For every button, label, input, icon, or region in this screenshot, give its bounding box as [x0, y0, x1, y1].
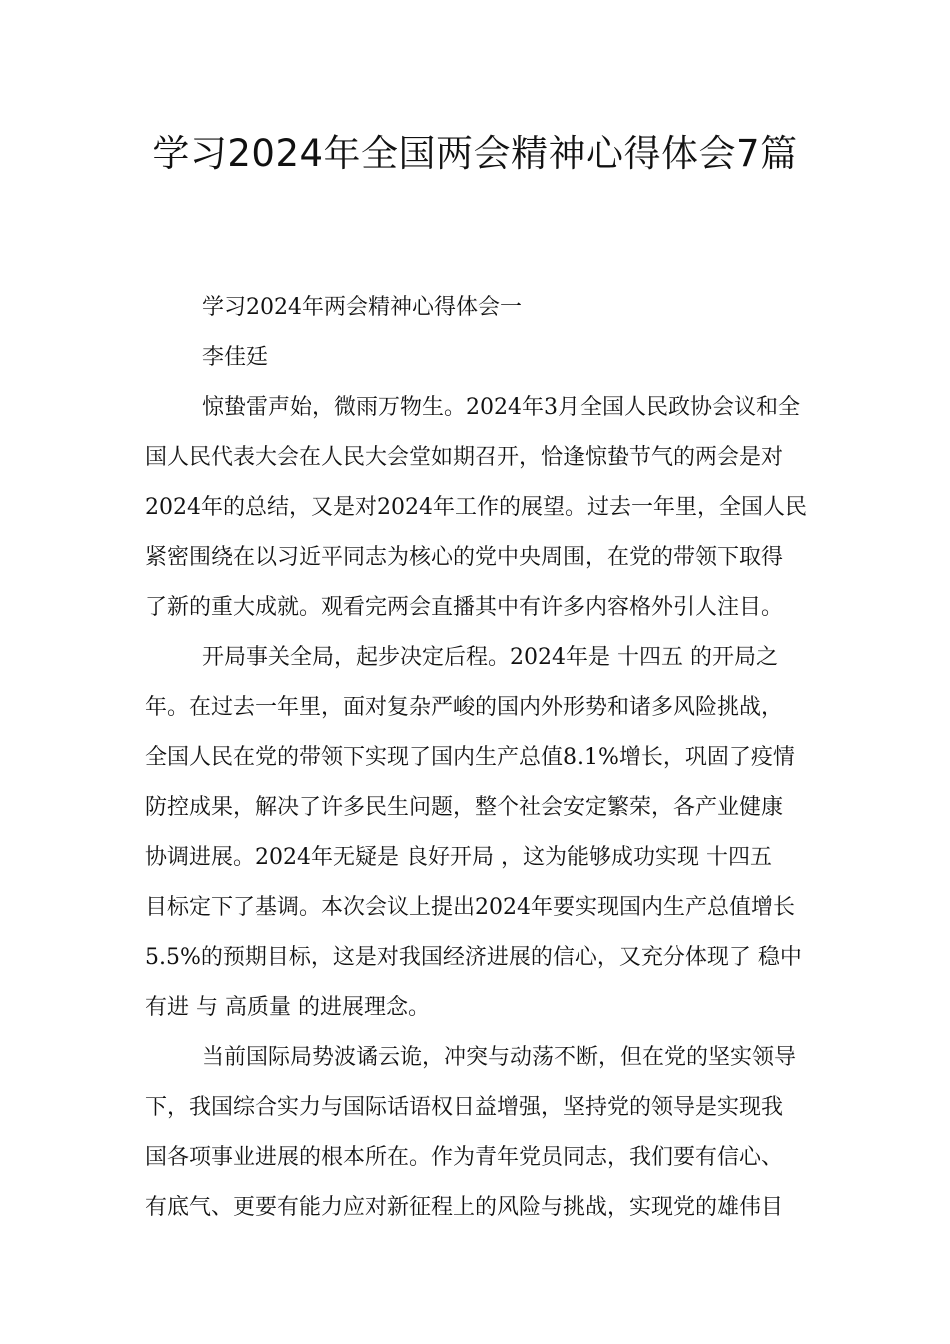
paragraph-line: 有底气、更要有能力应对新征程上的风险与挑战，实现党的雄伟目	[145, 1195, 784, 1220]
paragraph-line: 当前国际局势波谲云诡，冲突与动荡不断，但在党的坚实领导	[202, 1045, 797, 1070]
paragraph-line: 协调进展。2024年无疑是 良好开局 ，这为能够成功实现 十四五	[145, 845, 772, 870]
paragraph-line: 国各项事业进展的根本所在。作为青年党员同志，我们要有信心、	[145, 1145, 784, 1170]
paragraph-line: 惊蛰雷声始，微雨万物生。2024年3月全国人民政协会议和全	[202, 395, 800, 420]
paragraph-line: 目标定下了基调。本次会议上提出2024年要实现国内生产总值增长	[145, 895, 795, 920]
paragraph-line: 2024年的总结，又是对2024年工作的展望。过去一年里，全国人民	[145, 495, 807, 520]
paragraph-line: 下，我国综合实力与国际话语权日益增强，坚持党的领导是实现我	[145, 1095, 784, 1120]
paragraph-line: 紧密围绕在以习近平同志为核心的党中央周围，在党的带领下取得	[145, 545, 784, 570]
document-title: 学习2024年全国两会精神心得体会7篇	[152, 132, 798, 175]
paragraph-line: 防控成果，解决了许多民生问题，整个社会安定繁荣，各产业健康	[145, 795, 784, 820]
section-subtitle: 学习2024年两会精神心得体会一	[202, 295, 522, 320]
paragraph-line: 了新的重大成就。观看完两会直播其中有许多内容格外引人注目。	[145, 595, 784, 620]
paragraph-line: 国人民代表大会在人民大会堂如期召开，恰逢惊蛰节气的两会是对	[145, 445, 784, 470]
paragraph-line: 全国人民在党的带领下实现了国内生产总值8.1%增长，巩固了疫情	[145, 745, 795, 770]
paragraph-line: 年。在过去一年里，面对复杂严峻的国内外形势和诸多风险挑战，	[145, 695, 784, 720]
paragraph-line: 开局事关全局，起步决定后程。2024年是 十四五 的开局之	[202, 645, 778, 670]
document-body	[145, 283, 807, 1233]
author-name: 李佳廷	[202, 345, 269, 370]
paragraph-line: 5.5%的预期目标，这是对我国经济进展的信心，又充分体现了 稳中	[145, 945, 802, 970]
paragraph-line: 有进 与 高质量 的进展理念。	[145, 995, 430, 1020]
